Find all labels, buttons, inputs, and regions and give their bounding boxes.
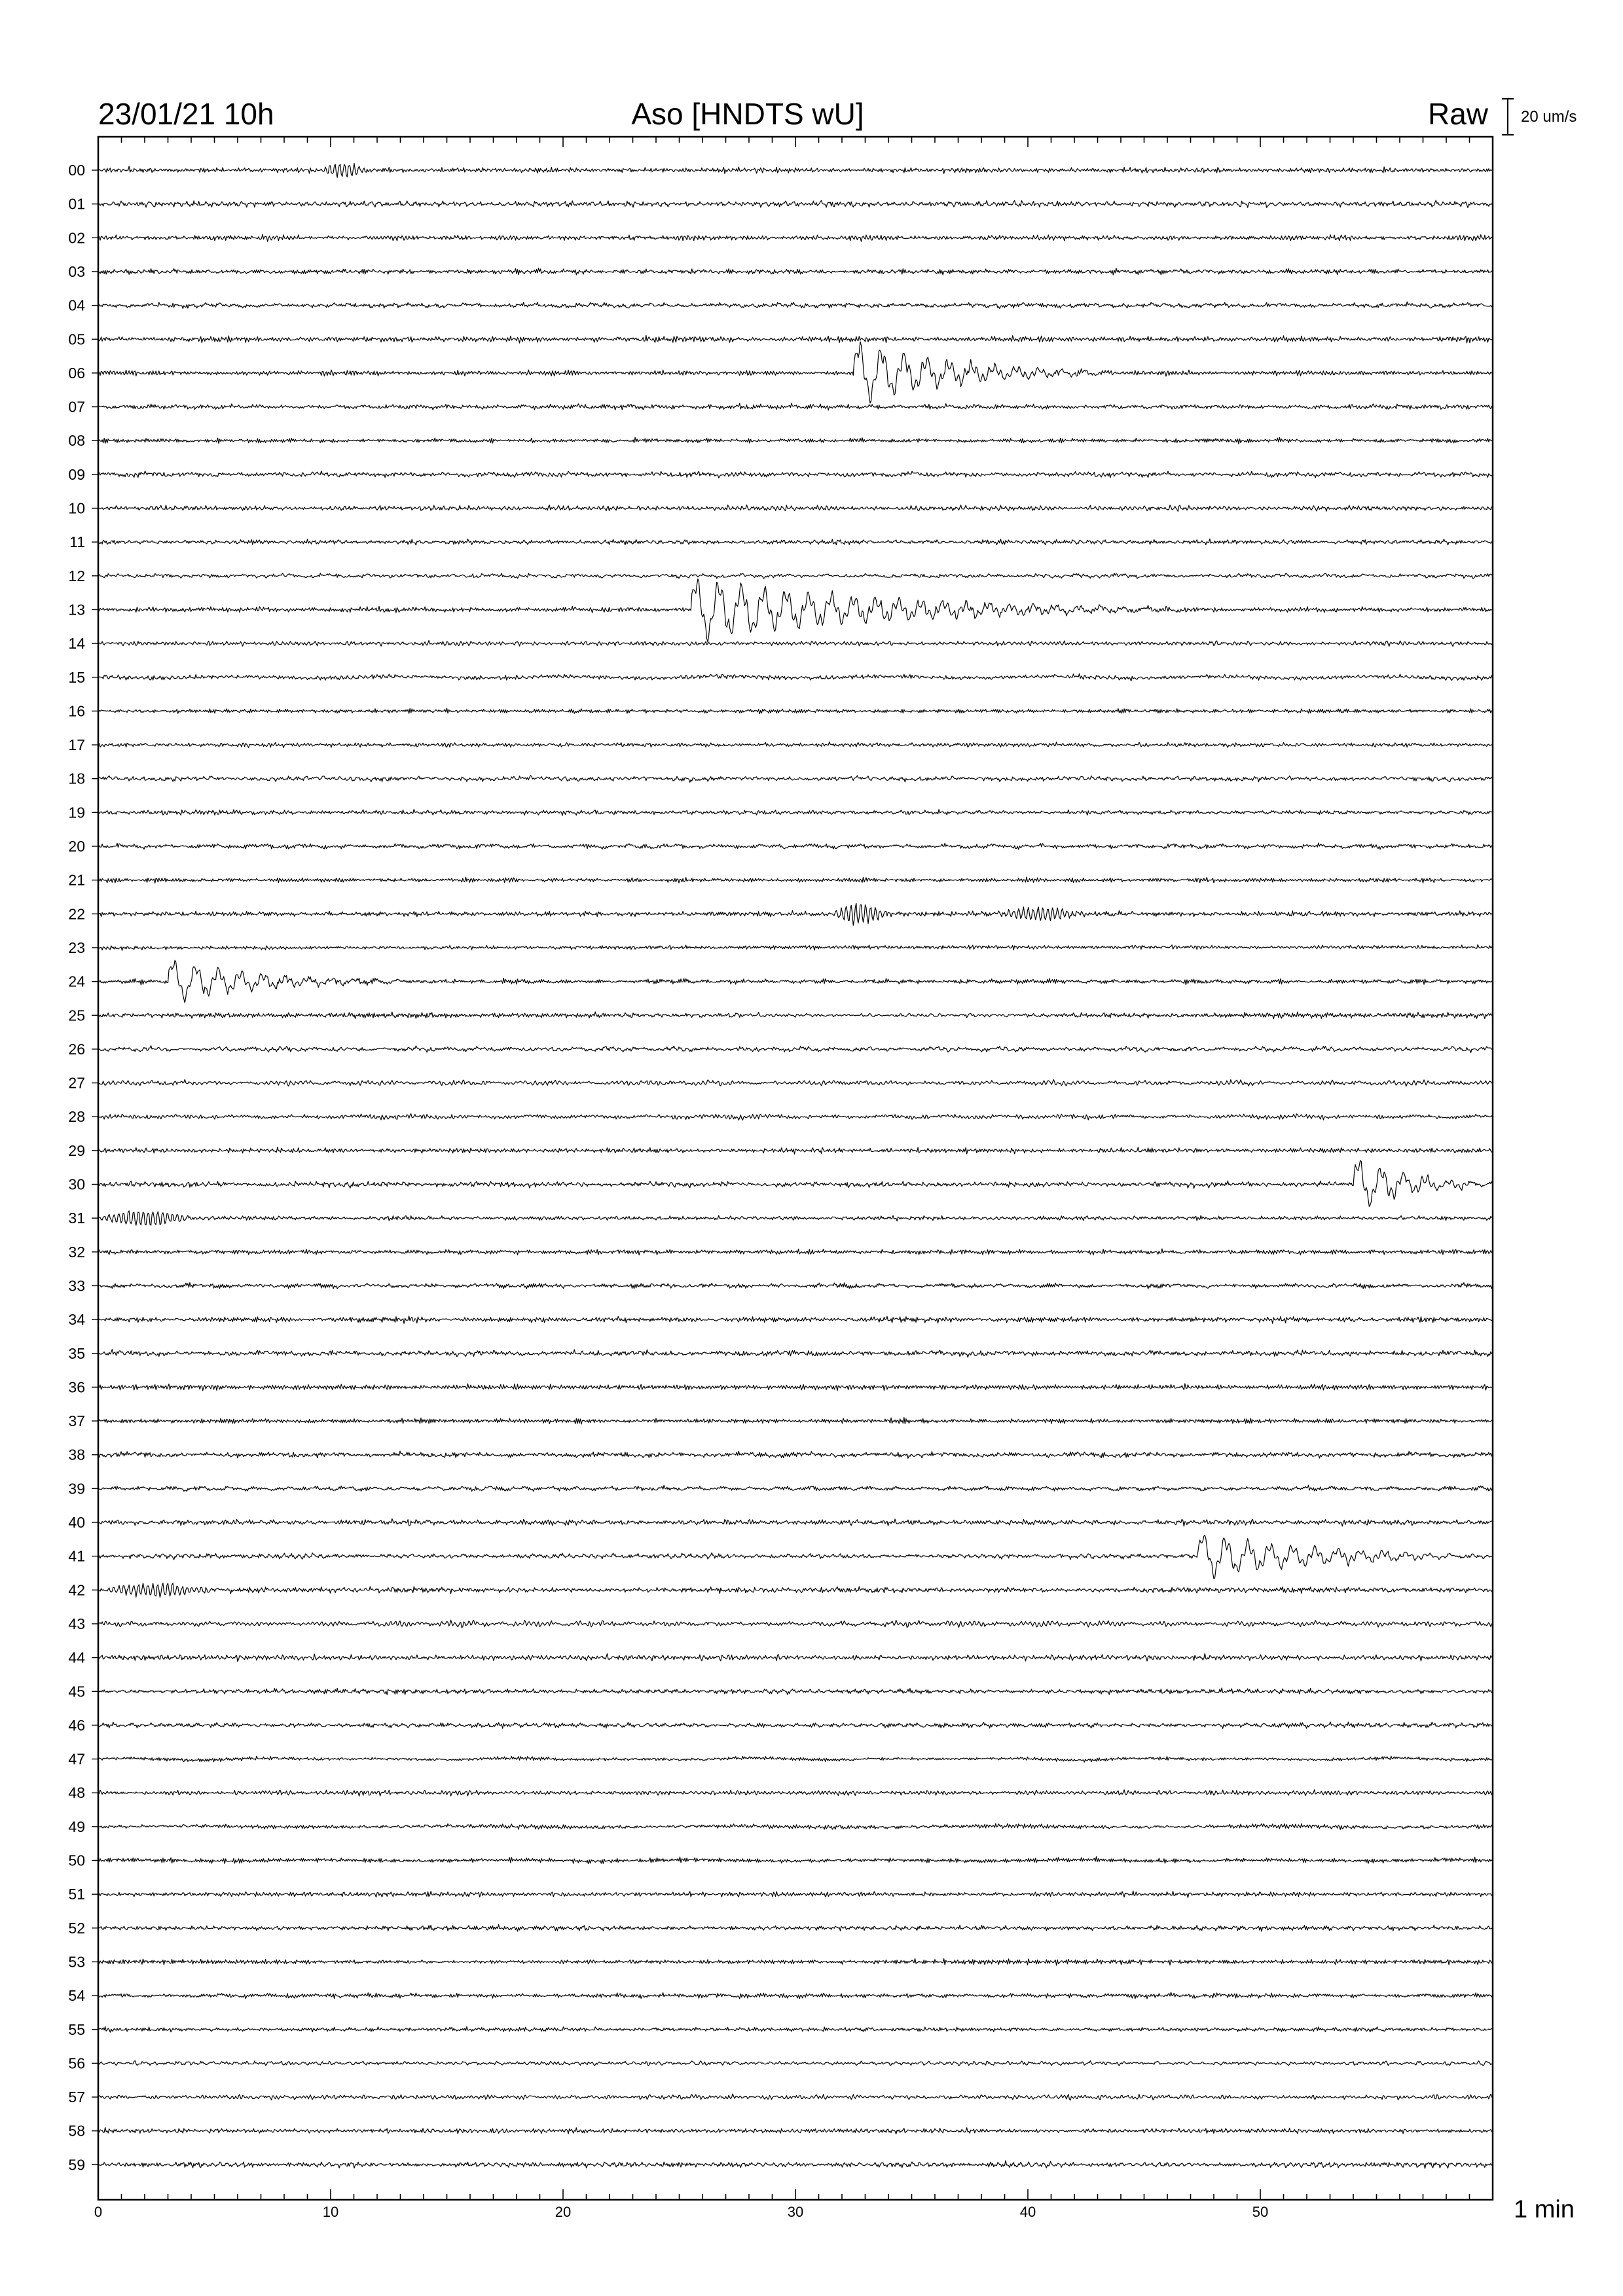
row-label: 29 <box>68 1141 85 1159</box>
bottom-minute-ticks <box>98 2189 1493 2200</box>
row-labels <box>68 162 98 2173</box>
row-label: 58 <box>68 2122 85 2140</box>
header-mode: Raw <box>1427 97 1488 131</box>
top-minute-ticks <box>98 137 1493 147</box>
row-label: 06 <box>68 364 85 382</box>
trace-row-32 <box>98 1249 1493 1255</box>
row-label: 51 <box>68 1886 85 1903</box>
row-label: 32 <box>68 1243 85 1261</box>
row-label: 09 <box>68 465 85 483</box>
trace-row-15 <box>98 673 1493 681</box>
trace-row-30 <box>98 1160 1493 1206</box>
trace-row-51 <box>98 1891 1493 1897</box>
row-label: 11 <box>69 533 85 551</box>
row-label: 03 <box>68 262 85 280</box>
trace-row-02 <box>98 234 1493 242</box>
header-station-title: Aso [HNDTS wU] <box>631 97 864 131</box>
x-tick-label: 40 <box>1019 2204 1036 2220</box>
trace-row-29 <box>98 1147 1493 1155</box>
row-label: 19 <box>68 804 85 821</box>
trace-row-27 <box>98 1079 1493 1086</box>
row-label: 30 <box>68 1175 85 1193</box>
row-label: 44 <box>68 1649 85 1666</box>
trace-row-59 <box>98 2161 1493 2168</box>
trace-row-43 <box>98 1620 1493 1628</box>
trace-row-55 <box>98 2026 1493 2032</box>
row-label: 13 <box>68 601 85 619</box>
trace-row-18 <box>98 776 1493 783</box>
row-label: 42 <box>68 1581 85 1599</box>
trace-row-04 <box>98 302 1493 308</box>
row-label: 36 <box>68 1378 85 1396</box>
trace-row-01 <box>98 200 1493 207</box>
trace-row-56 <box>98 2061 1493 2066</box>
trace-row-57 <box>98 2094 1493 2100</box>
row-label: 47 <box>68 1750 85 1768</box>
trace-row-46 <box>98 1722 1493 1729</box>
trace-row-52 <box>98 1924 1493 1931</box>
trace-row-34 <box>98 1316 1493 1324</box>
row-label: 52 <box>68 1919 85 1937</box>
trace-row-54 <box>98 1992 1493 1999</box>
trace-row-23 <box>98 944 1493 950</box>
amplitude-scale-label: 20 um/s <box>1521 108 1577 126</box>
trace-row-44 <box>98 1653 1493 1661</box>
trace-row-24 <box>98 960 1493 1003</box>
row-label: 40 <box>68 1514 85 1531</box>
row-label: 53 <box>68 1953 85 1971</box>
trace-row-17 <box>98 742 1493 748</box>
row-label: 15 <box>68 668 85 686</box>
trace-row-58 <box>98 2128 1493 2134</box>
trace-row-45 <box>98 1688 1493 1695</box>
trace-row-36 <box>98 1384 1493 1391</box>
x-tick-label: 30 <box>787 2204 804 2220</box>
trace-row-20 <box>98 843 1493 850</box>
amplitude-scale-bar <box>1502 99 1514 135</box>
trace-row-49 <box>98 1823 1493 1829</box>
row-label: 21 <box>68 871 85 889</box>
trace-row-50 <box>98 1857 1493 1864</box>
row-label: 17 <box>68 736 85 754</box>
trace-row-40 <box>98 1518 1493 1526</box>
trace-row-48 <box>98 1789 1493 1796</box>
row-label: 07 <box>68 398 85 416</box>
trace-row-26 <box>98 1046 1493 1053</box>
row-label: 59 <box>68 2156 85 2174</box>
row-label: 01 <box>68 195 85 213</box>
trace-row-33 <box>98 1283 1493 1289</box>
x-tick-label: 50 <box>1252 2204 1269 2220</box>
trace-row-31 <box>98 1211 1493 1225</box>
row-label: 41 <box>68 1547 85 1565</box>
trace-row-37 <box>98 1418 1493 1424</box>
row-label: 33 <box>68 1277 85 1295</box>
row-label: 02 <box>68 229 85 247</box>
row-label: 04 <box>68 296 85 314</box>
trace-row-13 <box>98 579 1493 642</box>
row-label: 48 <box>68 1784 85 1802</box>
x-tick-labels <box>94 2204 1268 2220</box>
trace-row-07 <box>98 403 1493 410</box>
row-label: 24 <box>68 973 85 990</box>
row-label: 37 <box>68 1412 85 1430</box>
trace-row-00 <box>98 164 1493 178</box>
trace-row-38 <box>98 1451 1493 1458</box>
row-label: 22 <box>68 905 85 923</box>
trace-row-05 <box>98 335 1493 343</box>
trace-row-53 <box>98 1958 1493 1965</box>
trace-row-16 <box>98 708 1493 713</box>
row-label: 12 <box>68 567 85 584</box>
trace-row-41 <box>98 1535 1493 1579</box>
row-label: 16 <box>68 702 85 720</box>
row-label: 23 <box>68 939 85 956</box>
trace-row-12 <box>98 573 1493 579</box>
row-label: 57 <box>68 2089 85 2106</box>
trace-row-28 <box>98 1114 1493 1121</box>
row-label: 14 <box>68 635 85 653</box>
row-label: 25 <box>68 1007 85 1024</box>
trace-row-47 <box>98 1756 1493 1762</box>
trace-row-14 <box>98 640 1493 646</box>
header-datetime: 23/01/21 10h <box>98 97 274 131</box>
trace-row-06 <box>98 342 1493 403</box>
row-label: 43 <box>68 1615 85 1632</box>
trace-row-35 <box>98 1350 1493 1357</box>
trace-row-39 <box>98 1485 1493 1491</box>
row-label: 54 <box>68 1987 85 2005</box>
row-label: 35 <box>68 1344 85 1362</box>
row-label: 34 <box>68 1311 85 1329</box>
x-tick-label: 0 <box>94 2204 103 2220</box>
row-label: 56 <box>68 2054 85 2072</box>
row-label: 38 <box>68 1446 85 1463</box>
row-label: 39 <box>68 1480 85 1498</box>
x-axis-unit-label: 1 min <box>1514 2196 1575 2223</box>
trace-row-09 <box>98 471 1493 478</box>
trace-row-42 <box>98 1583 1493 1598</box>
row-label: 18 <box>68 770 85 787</box>
trace-row-21 <box>98 877 1493 883</box>
row-label: 55 <box>68 2020 85 2038</box>
row-label: 20 <box>68 838 85 855</box>
trace-row-08 <box>98 437 1493 444</box>
row-label: 50 <box>68 1852 85 1869</box>
row-label: 08 <box>68 432 85 450</box>
trace-row-22 <box>98 903 1493 925</box>
trace-row-11 <box>98 539 1493 545</box>
plot-frame <box>98 137 1493 2200</box>
row-label: 28 <box>68 1108 85 1126</box>
seismic-traces <box>98 164 1493 2169</box>
row-label: 46 <box>68 1716 85 1734</box>
trace-row-03 <box>98 268 1493 275</box>
row-label: 10 <box>68 499 85 517</box>
trace-row-25 <box>98 1012 1493 1019</box>
row-label: 26 <box>68 1040 85 1058</box>
row-label: 45 <box>68 1683 85 1700</box>
x-tick-label: 20 <box>555 2204 572 2220</box>
row-label: 27 <box>68 1074 85 1092</box>
row-label: 49 <box>68 1818 85 1835</box>
trace-row-19 <box>98 809 1493 816</box>
x-tick-label: 10 <box>322 2204 339 2220</box>
row-label: 05 <box>68 331 85 348</box>
trace-row-10 <box>98 505 1493 511</box>
row-label: 00 <box>68 162 85 179</box>
row-label: 31 <box>68 1210 85 1227</box>
